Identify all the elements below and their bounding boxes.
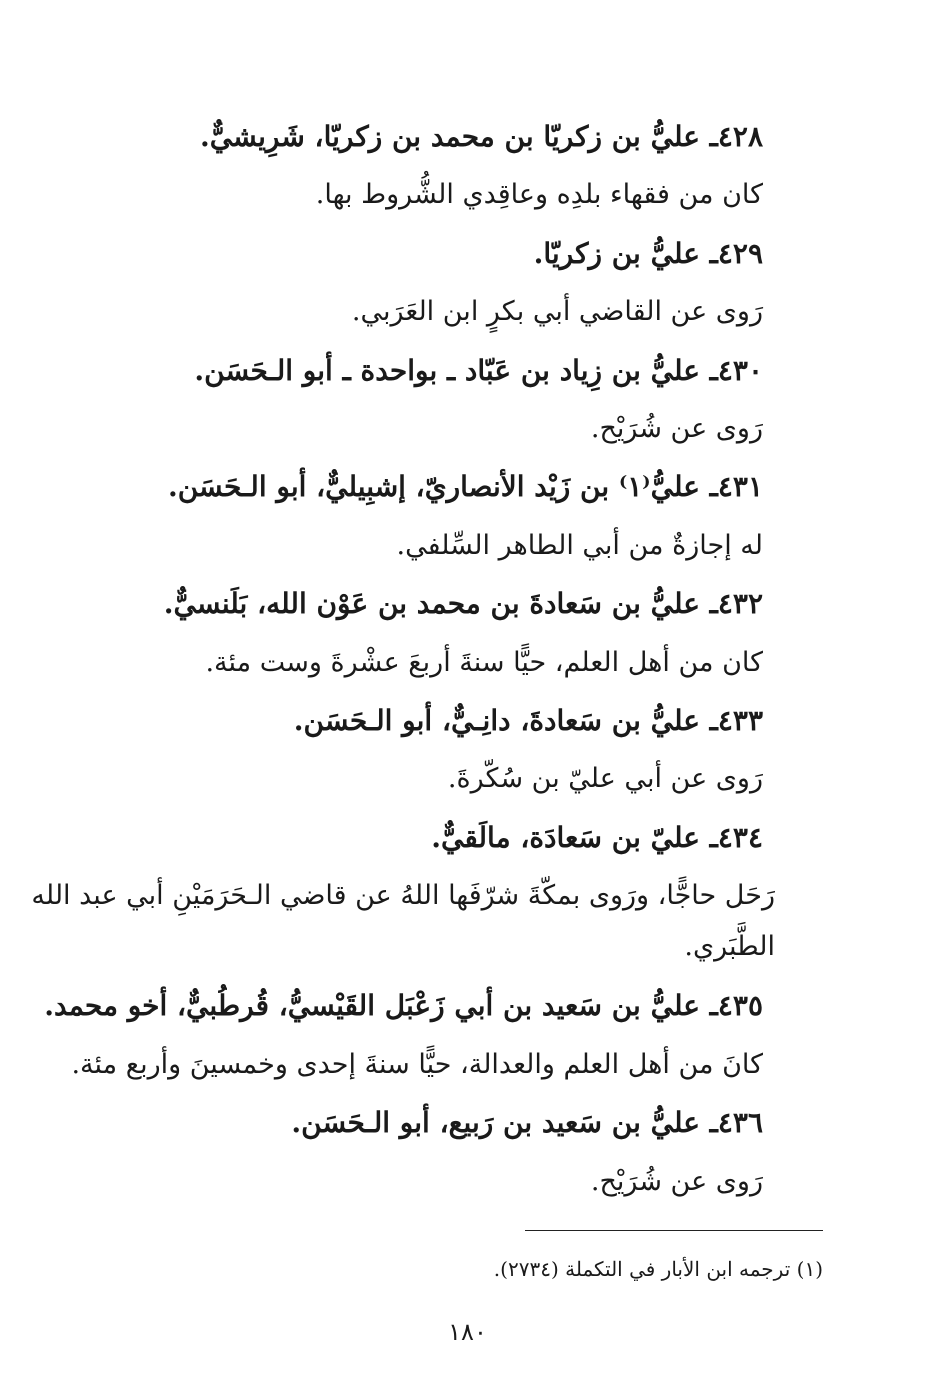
biographical-entries <box>31 108 775 1211</box>
entry-heading-428: ٤٢٨ـ عليُّ بن زكريّا بن محمد بن زكريّا، شَرِيشيٌّ. <box>200 120 763 153</box>
entry-body-429: رَوى عن القاضي أبي بكرٍ ابن العَرَبي. <box>351 296 763 328</box>
entry-body-434-line2: الطَّبَري. <box>684 931 775 963</box>
entry-body-428: كان من فقهاء بلدِه وعاقِدي الشُّروط بها. <box>315 179 763 211</box>
entry-heading-436: ٤٣٦ـ عليُّ بن سَعيد بن رَبيع، أبو الـحَسَن. <box>291 1106 763 1140</box>
entry-heading-434: ٤٣٤ـ عليّ بن سَعادَة، مالَقيٌّ. <box>431 820 763 854</box>
entry-heading-431: ٤٣١ـ عليُّ⁽١⁾ بن زَيْد الأنصاريّ، إشبِيليٌّ، أبو الـحَسَن. <box>167 470 763 504</box>
entry-heading-429: ٤٢٩ـ عليُّ بن زكريّا. <box>533 236 763 270</box>
entry-body-433: رَوى عن أبي عليّ بن سُكّرةَ. <box>447 763 763 795</box>
entry-heading-430: ٤٣٠ـ عليُّ بن زِياد بن عَبّاد ـ بواحدة ـ أبو الـحَسَن. <box>194 353 763 387</box>
entry-body-436: رَوى عن شُرَيْح. <box>590 1165 763 1197</box>
footnote: (١) ترجمه ابن الأبار في التكملة (٢٧٣٤). <box>493 1257 823 1281</box>
entry-body-435: كانَ من أهل العلم والعدالة، حيًّا سنةَ إحدى وخمسينَ وأربع مئة. <box>71 1048 763 1080</box>
entry-heading-433: ٤٣٣ـ عليُّ بن سَعادةَ، دانِـيٌّ، أبو الـحَسَن. <box>293 703 763 737</box>
entry-heading-432: ٤٣٢ـ عليُّ بن سَعادةَ بن محمد بن عَوْن الله، بَلَنسيٌّ. <box>163 587 763 621</box>
entry-body-430: رَوى عن شُرَيْح. <box>590 412 763 444</box>
entry-body-434-line1: رَحَل حاجًّا، ورَوى بمكّةَ شرّفَها اللهُ عن قاضي الـحَرَمَيْنِ أبي عبد الله <box>31 880 775 912</box>
entry-body-432: كان من أهل العلم، حيًّا سنةَ أربعَ عشْرةَ وست مئة. <box>205 646 763 678</box>
page-number: ١٨٠ <box>448 1318 487 1346</box>
entry-heading-435: ٤٣٥ـ عليُّ بن سَعيد بن أبي زَعْبَل القَيْسيُّ، قُرطُبيٌّ، أخو محمد. <box>44 989 763 1023</box>
entry-body-431: له إجازةٌ من أبي الطاهر السِّلفي. <box>396 529 763 561</box>
footnote-divider <box>525 1230 823 1231</box>
